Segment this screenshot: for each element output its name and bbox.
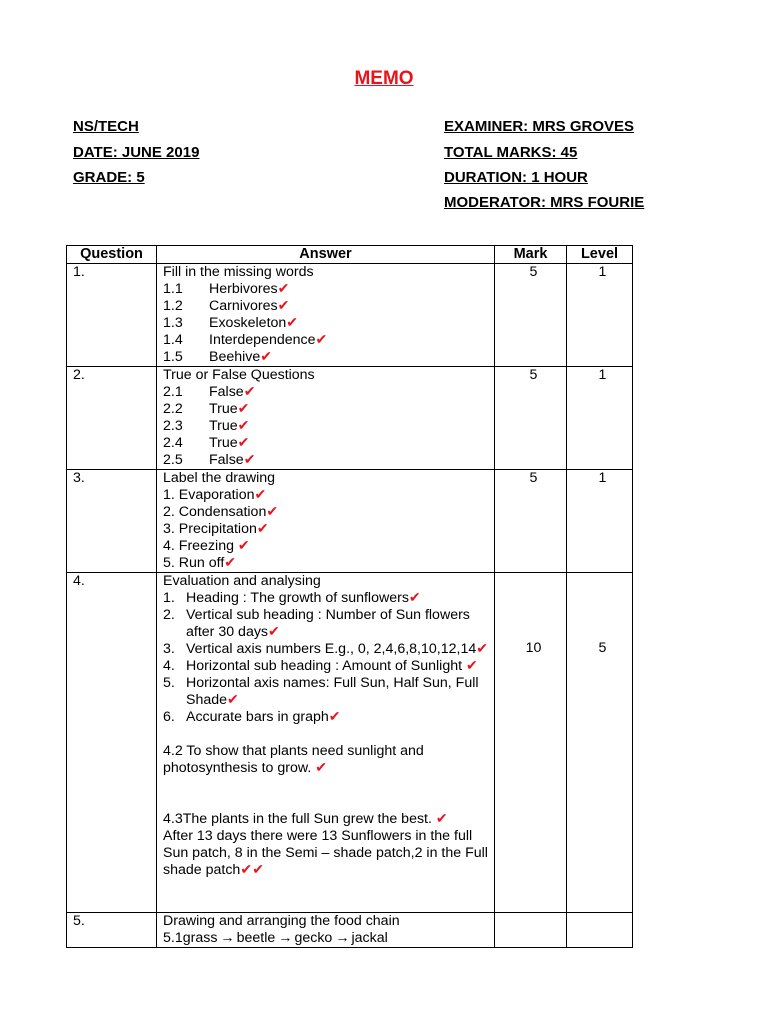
answer-item bbox=[163, 555, 494, 572]
tick-icon: ✔ bbox=[243, 384, 256, 400]
question-number: 1. bbox=[67, 264, 157, 367]
item-text: Vertical sub heading : Number of Sun flowers after 30 days bbox=[186, 607, 470, 640]
answer-heading: Label the drawing bbox=[163, 470, 276, 486]
mark-cell bbox=[495, 913, 567, 948]
answer-item bbox=[163, 315, 494, 332]
tick-icon: ✔ bbox=[227, 692, 239, 708]
item-number: 2.3 bbox=[163, 418, 183, 434]
tick-icon: ✔ bbox=[315, 332, 328, 348]
tick-icon: ✔ bbox=[224, 555, 237, 571]
question-number: 2. bbox=[67, 367, 157, 470]
item-text: False bbox=[209, 452, 244, 468]
tick-icon: ✔ bbox=[237, 418, 250, 434]
answer-heading: Fill in the missing words bbox=[163, 264, 314, 280]
item-number: 1.3 bbox=[163, 315, 183, 331]
tick-icon: ✔ bbox=[260, 349, 273, 365]
food-chain-item: gecko bbox=[294, 930, 333, 946]
food-chain-item: 5.1grass bbox=[163, 930, 218, 946]
item-text: Beehive bbox=[209, 349, 261, 365]
item-text: Horizontal sub heading : Amount of Sunlight bbox=[186, 658, 466, 674]
food-chain bbox=[163, 930, 494, 947]
tick-icon: ✔ bbox=[268, 624, 280, 640]
tick-icon: ✔ bbox=[266, 504, 279, 520]
answer-item bbox=[163, 607, 494, 641]
page-title: MEMO bbox=[354, 68, 414, 89]
mark-cell: 5 bbox=[495, 470, 567, 573]
tick-icon: ✔ bbox=[243, 452, 256, 468]
item-text: True bbox=[209, 435, 238, 451]
item-number: 1.2 bbox=[163, 298, 183, 314]
answer-4-3-line2: After 13 days there were 13 Sunflowers in the full Sun patch, 8 in the Semi – shade patch,2 in the Full shade patch bbox=[163, 828, 488, 878]
table-row bbox=[67, 913, 633, 948]
item-number: 6. bbox=[163, 709, 175, 725]
answer-item bbox=[163, 401, 494, 418]
answer-heading: True or False Questions bbox=[163, 367, 315, 383]
answer-item bbox=[163, 658, 494, 675]
item-number: 1. bbox=[163, 590, 175, 606]
question-number: 4. bbox=[67, 573, 157, 913]
tick-icon: ✔ bbox=[435, 811, 448, 827]
item-number: 2.5 bbox=[163, 452, 183, 468]
column-header-mark: Mark bbox=[495, 246, 567, 264]
arrow-icon: → bbox=[220, 930, 235, 946]
level-cell: 1 bbox=[567, 470, 633, 573]
answer-item bbox=[163, 538, 494, 555]
answer-item bbox=[163, 590, 494, 607]
examiner-label: EXAMINER: MRS GROVES bbox=[444, 118, 635, 135]
item-text: False bbox=[209, 384, 244, 400]
answer-4-3-cont bbox=[163, 828, 494, 879]
item-text: Horizontal axis names: Full Sun, Half Sun, Full Shade bbox=[186, 675, 479, 708]
item-text: Accurate bars in graph bbox=[186, 709, 329, 725]
answer-cell bbox=[157, 573, 495, 913]
item-text: Interdependence bbox=[209, 332, 316, 348]
item-text: 5. Run off bbox=[163, 555, 225, 571]
question-number: 5. bbox=[67, 913, 157, 948]
tick-icon: ✔ bbox=[237, 401, 250, 417]
item-number: 5. bbox=[163, 675, 175, 691]
answer-item bbox=[163, 349, 494, 366]
food-chain-item: beetle bbox=[236, 930, 276, 946]
tick-icon: ✔ bbox=[328, 709, 341, 725]
column-header-question: Question bbox=[67, 246, 157, 264]
tick-icon: ✔ bbox=[286, 315, 299, 331]
date-label: DATE: JUNE 2019 bbox=[73, 144, 200, 161]
item-text: True bbox=[209, 418, 238, 434]
tick-icon: ✔ bbox=[240, 862, 253, 878]
duration-label: DURATION: 1 HOUR bbox=[444, 169, 588, 186]
item-number: 4. bbox=[163, 658, 175, 674]
answer-cell bbox=[157, 470, 495, 573]
column-header-answer: Answer bbox=[157, 246, 495, 264]
tick-icon: ✔ bbox=[466, 658, 478, 674]
item-text: True bbox=[209, 401, 238, 417]
mark-cell: 10 bbox=[495, 573, 567, 913]
answer-item bbox=[163, 641, 494, 658]
total-marks-label: TOTAL MARKS: 45 bbox=[444, 144, 578, 161]
answer-heading: Drawing and arranging the food chain bbox=[163, 913, 400, 929]
item-text: Vertical axis numbers E.g., 0, 2,4,6,8,10,12,14 bbox=[186, 641, 477, 657]
answer-item bbox=[163, 709, 494, 726]
item-number: 1.5 bbox=[163, 349, 183, 365]
level-cell bbox=[567, 913, 633, 948]
item-text: Herbivores bbox=[209, 281, 278, 297]
level-cell: 5 bbox=[567, 573, 633, 913]
item-number: 2.1 bbox=[163, 384, 183, 400]
question-number: 3. bbox=[67, 470, 157, 573]
item-text: 3. Precipitation bbox=[163, 521, 257, 537]
tick-icon: ✔ bbox=[237, 435, 250, 451]
answer-4-3 bbox=[163, 811, 494, 828]
column-header-level: Level bbox=[567, 246, 633, 264]
answer-item bbox=[163, 675, 494, 709]
answer-item bbox=[163, 452, 494, 469]
subject-label: NS/TECH bbox=[73, 118, 139, 135]
answer-item bbox=[163, 298, 494, 315]
level-cell: 1 bbox=[567, 367, 633, 470]
answer-item bbox=[163, 418, 494, 435]
arrow-icon: → bbox=[278, 930, 293, 946]
tick-icon: ✔ bbox=[476, 641, 489, 657]
answer-cell bbox=[157, 264, 495, 367]
item-number: 1.4 bbox=[163, 332, 183, 348]
answer-4-2-text: 4.2 To show that plants need sunlight and photosynthesis to grow. bbox=[163, 743, 428, 776]
item-number: 1.1 bbox=[163, 281, 183, 297]
item-number: 2.2 bbox=[163, 401, 183, 417]
table-header-row bbox=[67, 246, 633, 264]
item-text: 4. Freezing bbox=[163, 538, 238, 554]
tick-icon: ✔ bbox=[315, 760, 328, 776]
food-chain-item: jackal bbox=[351, 930, 388, 946]
memo-table bbox=[66, 245, 633, 948]
answer-4-3-line1: 4.3The plants in the full Sun grew the best. bbox=[163, 811, 436, 827]
answer-cell bbox=[157, 367, 495, 470]
table-row bbox=[67, 470, 633, 573]
tick-icon: ✔ bbox=[256, 521, 269, 537]
mark-cell: 5 bbox=[495, 367, 567, 470]
tick-icon: ✔ bbox=[277, 281, 290, 297]
table-row bbox=[67, 573, 633, 913]
answer-item bbox=[163, 521, 494, 538]
tick-icon: ✔ bbox=[408, 590, 421, 606]
item-number: 2. bbox=[163, 607, 175, 623]
answer-item bbox=[163, 332, 494, 349]
answer-item bbox=[163, 435, 494, 452]
answer-heading: Evaluation and analysing bbox=[163, 573, 321, 589]
tick-icon: ✔ bbox=[254, 487, 267, 503]
arrow-icon: → bbox=[335, 930, 350, 946]
answer-4-2 bbox=[163, 743, 494, 777]
tick-icon: ✔ bbox=[237, 538, 250, 554]
moderator-label: MODERATOR: MRS FOURIE bbox=[444, 194, 645, 211]
item-number: 2.4 bbox=[163, 435, 183, 451]
mark-cell: 5 bbox=[495, 264, 567, 367]
item-text: 1. Evaporation bbox=[163, 487, 255, 503]
item-text: Heading : The growth of sunflowers bbox=[186, 590, 409, 606]
item-text: Carnivores bbox=[209, 298, 278, 314]
tick-icon: ✔ bbox=[277, 298, 290, 314]
item-number: 3. bbox=[163, 641, 175, 657]
answer-item bbox=[163, 281, 494, 298]
tick-icon: ✔ bbox=[252, 862, 265, 878]
answer-cell bbox=[157, 913, 495, 948]
grade-label: GRADE: 5 bbox=[73, 169, 145, 186]
item-text: Exoskeleton bbox=[209, 315, 287, 331]
answer-item bbox=[163, 504, 494, 521]
table-row bbox=[67, 264, 633, 367]
answer-item bbox=[163, 487, 494, 504]
answer-item bbox=[163, 384, 494, 401]
table-row bbox=[67, 367, 633, 470]
item-text: 2. Condensation bbox=[163, 504, 267, 520]
level-cell: 1 bbox=[567, 264, 633, 367]
